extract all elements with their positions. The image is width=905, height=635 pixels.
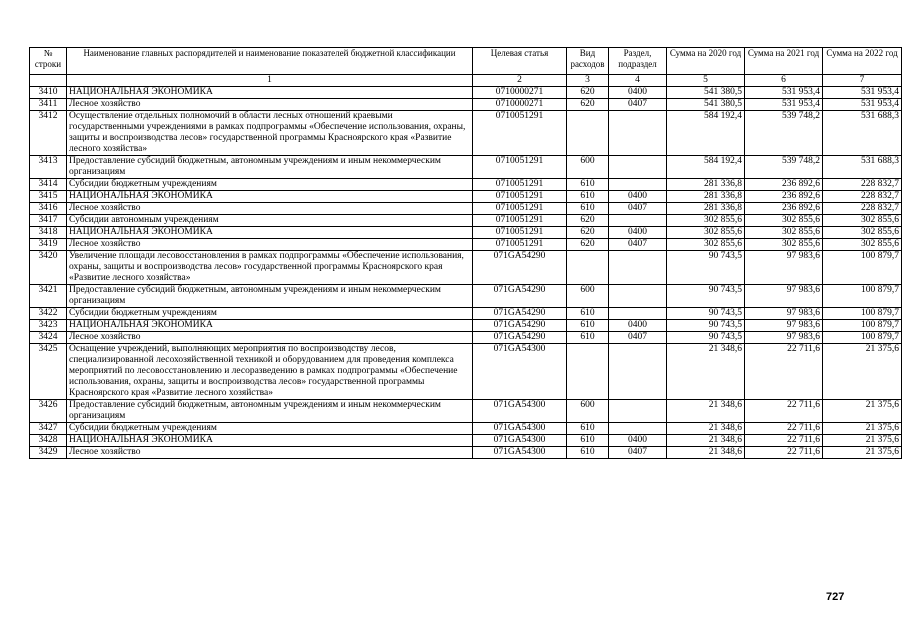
section-cell <box>609 156 667 179</box>
table-row <box>30 285 902 308</box>
sum-2021-cell: 22 711,6 <box>745 344 823 400</box>
row-number-cell: 3417 <box>30 215 67 227</box>
sum-2022-cell: 302 855,6 <box>823 239 902 251</box>
column-number: 6 <box>745 75 823 87</box>
target-article-cell: 0710051291 <box>473 191 567 203</box>
column-number: 3 <box>567 75 609 87</box>
target-article-cell: 0710000271 <box>473 87 567 99</box>
header-row-number: № строки <box>30 48 67 75</box>
sum-2021-cell: 236 892,6 <box>745 179 823 191</box>
section-cell: 0400 <box>609 87 667 99</box>
table-row <box>30 99 902 111</box>
target-article-cell: 071GA54300 <box>473 435 567 447</box>
target-article-cell: 0710051291 <box>473 227 567 239</box>
target-article-cell: 0710051291 <box>473 111 567 156</box>
row-number-cell: 3419 <box>30 239 67 251</box>
row-number-cell: 3426 <box>30 400 67 423</box>
row-number-cell: 3427 <box>30 423 67 435</box>
sum-2021-cell: 539 748,2 <box>745 111 823 156</box>
expense-type-cell: 620 <box>567 99 609 111</box>
expense-type-cell: 610 <box>567 332 609 344</box>
sum-2020-cell: 21 348,6 <box>667 447 745 459</box>
expense-type-cell: 620 <box>567 215 609 227</box>
target-article-cell: 071GA54300 <box>473 423 567 435</box>
row-number-cell: 3428 <box>30 435 67 447</box>
expense-type-cell: 620 <box>567 87 609 99</box>
table-row <box>30 191 902 203</box>
expense-type-cell <box>567 111 609 156</box>
sum-2020-cell: 281 336,8 <box>667 179 745 191</box>
sum-2020-cell: 584 192,4 <box>667 156 745 179</box>
table-row <box>30 423 902 435</box>
section-cell <box>609 285 667 308</box>
row-number-cell: 3420 <box>30 251 67 285</box>
expense-type-cell: 610 <box>567 423 609 435</box>
expense-type-cell: 600 <box>567 156 609 179</box>
row-number-cell: 3421 <box>30 285 67 308</box>
table-body <box>30 87 902 459</box>
sum-2022-cell: 100 879,7 <box>823 251 902 285</box>
sum-2022-cell: 100 879,7 <box>823 308 902 320</box>
sum-2020-cell: 584 192,4 <box>667 111 745 156</box>
row-number-cell: 3416 <box>30 203 67 215</box>
header-sum-2021: Сумма на 2021 год <box>745 48 823 75</box>
row-name-cell: НАЦИОНАЛЬНАЯ ЭКОНОМИКА <box>67 87 473 99</box>
section-cell <box>609 400 667 423</box>
sum-2021-cell: 97 983,6 <box>745 320 823 332</box>
row-name-cell: НАЦИОНАЛЬНАЯ ЭКОНОМИКА <box>67 435 473 447</box>
target-article-cell: 071GA54290 <box>473 320 567 332</box>
target-article-cell: 071GA54290 <box>473 285 567 308</box>
header-sum-2020: Сумма на 2020 год <box>667 48 745 75</box>
table-row <box>30 156 902 179</box>
header-section: Раздел, подраздел <box>609 48 667 75</box>
table-row <box>30 227 902 239</box>
budget-table <box>29 47 902 459</box>
sum-2022-cell: 228 832,7 <box>823 179 902 191</box>
expense-type-cell: 620 <box>567 239 609 251</box>
sum-2022-cell: 21 375,6 <box>823 344 902 400</box>
sum-2022-cell: 531 688,3 <box>823 156 902 179</box>
sum-2022-cell: 302 855,6 <box>823 227 902 239</box>
row-name-cell: НАЦИОНАЛЬНАЯ ЭКОНОМИКА <box>67 320 473 332</box>
row-number-cell: 3415 <box>30 191 67 203</box>
sum-2021-cell: 236 892,6 <box>745 191 823 203</box>
table-row <box>30 447 902 459</box>
table-row <box>30 251 902 285</box>
expense-type-cell: 600 <box>567 285 609 308</box>
target-article-cell: 0710051291 <box>473 239 567 251</box>
column-number: 7 <box>823 75 902 87</box>
sum-2021-cell: 22 711,6 <box>745 423 823 435</box>
target-article-cell: 0710051291 <box>473 156 567 179</box>
target-article-cell: 071GA54300 <box>473 447 567 459</box>
expense-type-cell: 610 <box>567 308 609 320</box>
sum-2020-cell: 90 743,5 <box>667 251 745 285</box>
page-number: 727 <box>826 591 845 603</box>
row-name-cell: Субсидии бюджетным учреждениям <box>67 179 473 191</box>
row-name-cell: Предоставление субсидий бюджетным, автономным учреждениям и иным некоммерческим организациям <box>67 285 473 308</box>
table-row <box>30 111 902 156</box>
sum-2021-cell: 97 983,6 <box>745 251 823 285</box>
column-number: 2 <box>473 75 567 87</box>
row-number-cell: 3425 <box>30 344 67 400</box>
sum-2021-cell: 97 983,6 <box>745 332 823 344</box>
sum-2020-cell: 90 743,5 <box>667 308 745 320</box>
sum-2020-cell: 302 855,6 <box>667 227 745 239</box>
table-row <box>30 179 902 191</box>
target-article-cell: 0710051291 <box>473 203 567 215</box>
row-name-cell: Субсидии бюджетным учреждениям <box>67 308 473 320</box>
row-number-cell: 3424 <box>30 332 67 344</box>
sum-2022-cell: 21 375,6 <box>823 447 902 459</box>
section-cell <box>609 423 667 435</box>
row-number-cell: 3411 <box>30 99 67 111</box>
expense-type-cell <box>567 251 609 285</box>
row-number-cell: 3418 <box>30 227 67 239</box>
sum-2021-cell: 236 892,6 <box>745 203 823 215</box>
target-article-cell: 071GA54290 <box>473 308 567 320</box>
table-row <box>30 332 902 344</box>
sum-2022-cell: 100 879,7 <box>823 320 902 332</box>
section-cell: 0400 <box>609 320 667 332</box>
sum-2021-cell: 22 711,6 <box>745 400 823 423</box>
table-row <box>30 344 902 400</box>
sum-2022-cell: 228 832,7 <box>823 191 902 203</box>
sum-2022-cell: 302 855,6 <box>823 215 902 227</box>
section-cell <box>609 179 667 191</box>
target-article-cell: 0710000271 <box>473 99 567 111</box>
target-article-cell: 071GA54300 <box>473 400 567 423</box>
row-name-cell: Лесное хозяйство <box>67 203 473 215</box>
row-number-cell: 3413 <box>30 156 67 179</box>
row-name-cell: Увеличение площади лесовосстановления в рамках подпрограммы «Обеспечение использования, охраны, защиты и воспроизводства лесов» государственной программы Красноярского края «Развитие лесного хозяйства» <box>67 251 473 285</box>
section-cell: 0400 <box>609 191 667 203</box>
expense-type-cell: 610 <box>567 320 609 332</box>
row-number-cell: 3414 <box>30 179 67 191</box>
row-name-cell: Лесное хозяйство <box>67 332 473 344</box>
row-name-cell: Лесное хозяйство <box>67 447 473 459</box>
header-expense-type: Вид расходов <box>567 48 609 75</box>
expense-type-cell: 610 <box>567 191 609 203</box>
sum-2021-cell: 302 855,6 <box>745 239 823 251</box>
table-row <box>30 87 902 99</box>
row-name-cell: Предоставление субсидий бюджетным, автономным учреждениям и иным некоммерческим организациям <box>67 400 473 423</box>
section-cell: 0407 <box>609 203 667 215</box>
row-number-cell: 3412 <box>30 111 67 156</box>
row-name-cell: Осуществление отдельных полномочий в области лесных отношений краевыми государственными учреждениями в рамках подпрограммы «Обеспечение использования, охраны, защиты и воспроизводства лесов» государственной программы Красноярского края «Развитие лесного хозяйства» <box>67 111 473 156</box>
target-article-cell: 071GA54290 <box>473 332 567 344</box>
column-number-row <box>30 75 902 87</box>
sum-2021-cell: 531 953,4 <box>745 87 823 99</box>
section-cell <box>609 344 667 400</box>
sum-2022-cell: 21 375,6 <box>823 435 902 447</box>
table-row <box>30 308 902 320</box>
expense-type-cell: 610 <box>567 203 609 215</box>
row-number-cell: 3429 <box>30 447 67 459</box>
expense-type-cell: 610 <box>567 447 609 459</box>
table-row <box>30 239 902 251</box>
sum-2022-cell: 100 879,7 <box>823 332 902 344</box>
table-row <box>30 400 902 423</box>
row-name-cell: НАЦИОНАЛЬНАЯ ЭКОНОМИКА <box>67 191 473 203</box>
target-article-cell: 0710051291 <box>473 179 567 191</box>
section-cell <box>609 251 667 285</box>
sum-2022-cell: 21 375,6 <box>823 423 902 435</box>
section-cell: 0407 <box>609 239 667 251</box>
expense-type-cell: 610 <box>567 179 609 191</box>
sum-2022-cell: 531 688,3 <box>823 111 902 156</box>
header-sum-2022: Сумма на 2022 год <box>823 48 902 75</box>
table-header-row <box>30 48 902 75</box>
sum-2020-cell: 21 348,6 <box>667 344 745 400</box>
row-name-cell: Оснащение учреждений, выполняющих мероприятия по воспроизводству лесов, специализированной лесохозяйственной техникой и оборудованием для проведения комплекса мероприятий по лесовосстановлению и лесоразведению в рамках подпрограммы «Обеспечение использования, охраны, защиты и воспроизводства лесов» государственной программы Красноярского края «Развитие лесного хозяйства» <box>67 344 473 400</box>
row-number-cell: 3410 <box>30 87 67 99</box>
sum-2022-cell: 531 953,4 <box>823 99 902 111</box>
target-article-cell: 071GA54300 <box>473 344 567 400</box>
expense-type-cell: 600 <box>567 400 609 423</box>
sum-2021-cell: 302 855,6 <box>745 227 823 239</box>
row-name-cell: Лесное хозяйство <box>67 239 473 251</box>
table-row <box>30 215 902 227</box>
sum-2022-cell: 100 879,7 <box>823 285 902 308</box>
section-cell: 0407 <box>609 332 667 344</box>
sum-2020-cell: 541 380,5 <box>667 99 745 111</box>
section-cell: 0400 <box>609 435 667 447</box>
sum-2020-cell: 302 855,6 <box>667 239 745 251</box>
sum-2021-cell: 531 953,4 <box>745 99 823 111</box>
sum-2020-cell: 281 336,8 <box>667 203 745 215</box>
sum-2021-cell: 22 711,6 <box>745 447 823 459</box>
row-name-cell: Субсидии автономным учреждениям <box>67 215 473 227</box>
table-row <box>30 435 902 447</box>
row-number-cell: 3423 <box>30 320 67 332</box>
sum-2020-cell: 21 348,6 <box>667 423 745 435</box>
sum-2021-cell: 302 855,6 <box>745 215 823 227</box>
section-cell <box>609 111 667 156</box>
section-cell: 0400 <box>609 227 667 239</box>
section-cell: 0407 <box>609 99 667 111</box>
expense-type-cell: 620 <box>567 227 609 239</box>
sum-2020-cell: 302 855,6 <box>667 215 745 227</box>
table-row <box>30 320 902 332</box>
table-row <box>30 203 902 215</box>
column-number: 4 <box>609 75 667 87</box>
sum-2021-cell: 97 983,6 <box>745 285 823 308</box>
section-cell <box>609 215 667 227</box>
sum-2022-cell: 21 375,6 <box>823 400 902 423</box>
column-number: 5 <box>667 75 745 87</box>
row-name-cell: Предоставление субсидий бюджетным, автономным учреждениям и иным некоммерческим организациям <box>67 156 473 179</box>
expense-type-cell <box>567 344 609 400</box>
expense-type-cell: 610 <box>567 435 609 447</box>
sum-2022-cell: 228 832,7 <box>823 203 902 215</box>
header-name: Наименование главных распорядителей и наименование показателей бюджетной классификации <box>67 48 473 75</box>
sum-2020-cell: 281 336,8 <box>667 191 745 203</box>
sum-2021-cell: 97 983,6 <box>745 308 823 320</box>
sum-2022-cell: 531 953,4 <box>823 87 902 99</box>
sum-2020-cell: 90 743,5 <box>667 332 745 344</box>
row-number-cell: 3422 <box>30 308 67 320</box>
row-name-cell: НАЦИОНАЛЬНАЯ ЭКОНОМИКА <box>67 227 473 239</box>
column-number: 1 <box>67 75 473 87</box>
sum-2021-cell: 539 748,2 <box>745 156 823 179</box>
sum-2020-cell: 21 348,6 <box>667 400 745 423</box>
target-article-cell: 0710051291 <box>473 215 567 227</box>
sum-2020-cell: 21 348,6 <box>667 435 745 447</box>
sum-2020-cell: 90 743,5 <box>667 320 745 332</box>
target-article-cell: 071GA54290 <box>473 251 567 285</box>
header-target-article: Целевая статья <box>473 48 567 75</box>
section-cell: 0407 <box>609 447 667 459</box>
sum-2020-cell: 541 380,5 <box>667 87 745 99</box>
row-name-cell: Субсидии бюджетным учреждениям <box>67 423 473 435</box>
row-name-cell: Лесное хозяйство <box>67 99 473 111</box>
column-number <box>30 75 67 87</box>
sum-2021-cell: 22 711,6 <box>745 435 823 447</box>
section-cell <box>609 308 667 320</box>
sum-2020-cell: 90 743,5 <box>667 285 745 308</box>
